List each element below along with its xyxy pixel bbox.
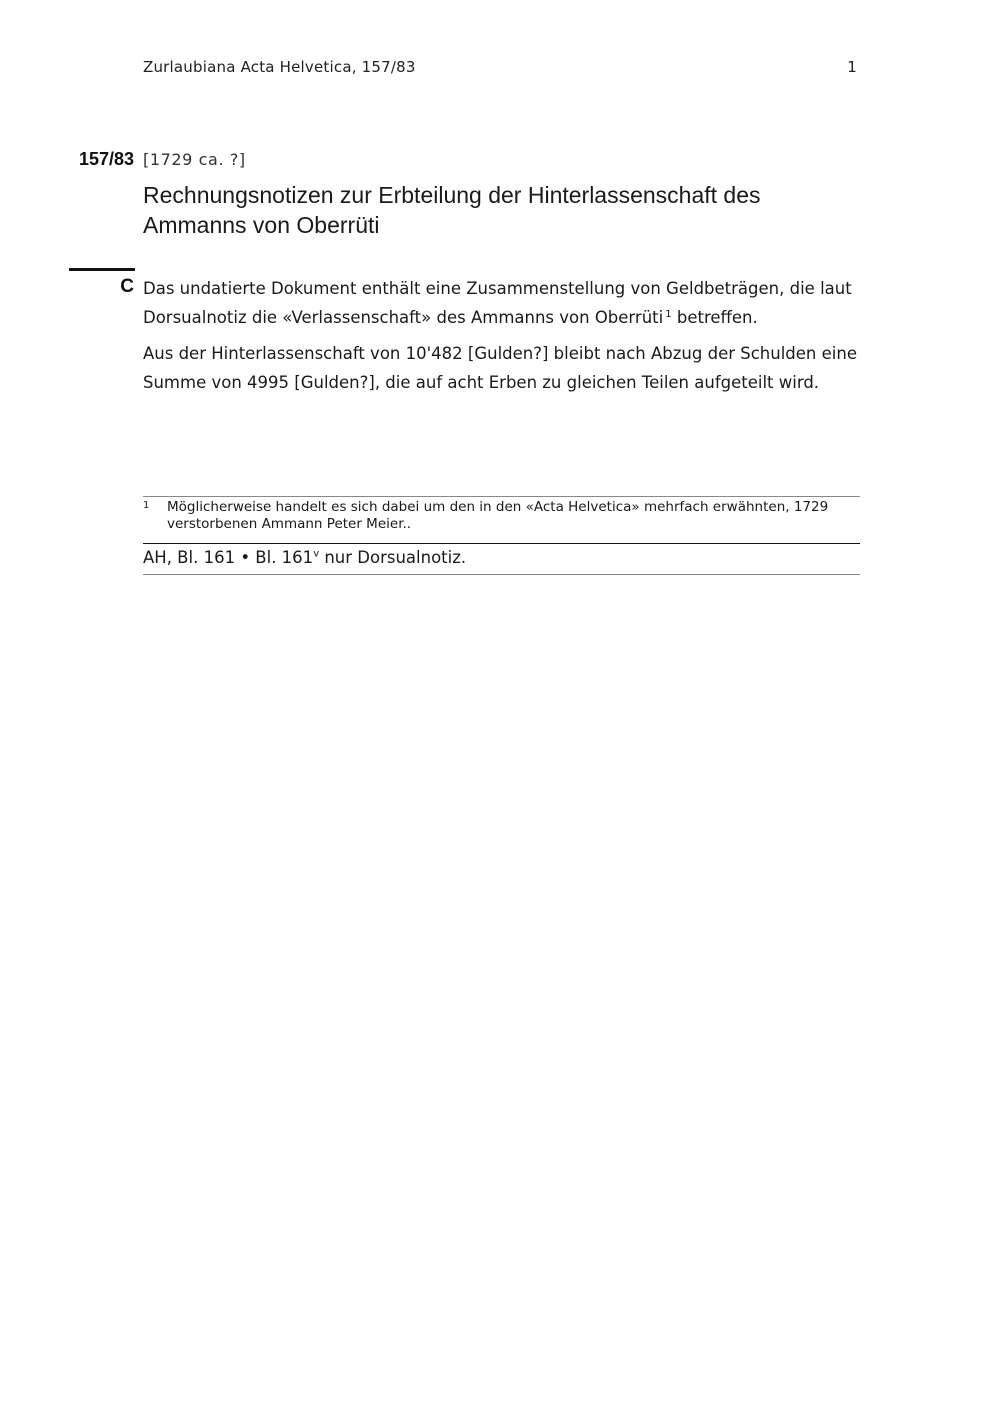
document-title: Rechnungsnotizen zur Erbteilung der Hinterlassenschaft des Ammanns von Oberrüti — [143, 182, 761, 238]
source-text-end: nur Dorsualnotiz. — [319, 548, 467, 567]
running-head — [143, 58, 860, 76]
page-number: 1 — [847, 58, 857, 76]
footnote-text: Möglicherweise handelt es sich dabei um den in den «Acta Helvetica» mehrfach erwähnten, 1729 verstorbenen Ammann Peter Meier.. — [167, 499, 829, 532]
source-superscript: v — [313, 548, 320, 560]
commentary-section — [143, 274, 860, 404]
commentary-paragraph-end: betreffen. — [671, 308, 758, 327]
commentary-paragraph — [143, 274, 860, 332]
running-title: Zurlaubiana Acta Helvetica, 157/83 — [143, 58, 416, 76]
section-divider — [69, 268, 135, 271]
commentary-paragraph: Aus der Hinterlassenschaft von 10'482 [Gulden?] bleibt nach Abzug der Schulden eine Summe von 4995 [Gulden?], die auf acht Erben zu gleichen Teilen aufgeteilt wird. — [143, 344, 857, 392]
commentary-marker: C — [120, 276, 134, 297]
footnote-reference[interactable]: 1 — [665, 308, 672, 320]
footnote — [143, 497, 860, 540]
source-reference — [143, 543, 860, 575]
footnote-number: 1 — [143, 500, 150, 511]
document-date: [1729 ca. ?] — [143, 150, 246, 169]
document-number: 157/83 — [78, 149, 134, 169]
footnotes-section — [143, 496, 860, 540]
commentary-paragraph-text: Das undatierte Dokument enthält eine Zusammenstellung von Geldbeträgen, die laut Dorsualnotiz die «Verlassenschaft» des Ammanns von Oberrüti — [143, 279, 852, 327]
source-text: AH, Bl. 161 • Bl. 161 — [143, 548, 314, 567]
